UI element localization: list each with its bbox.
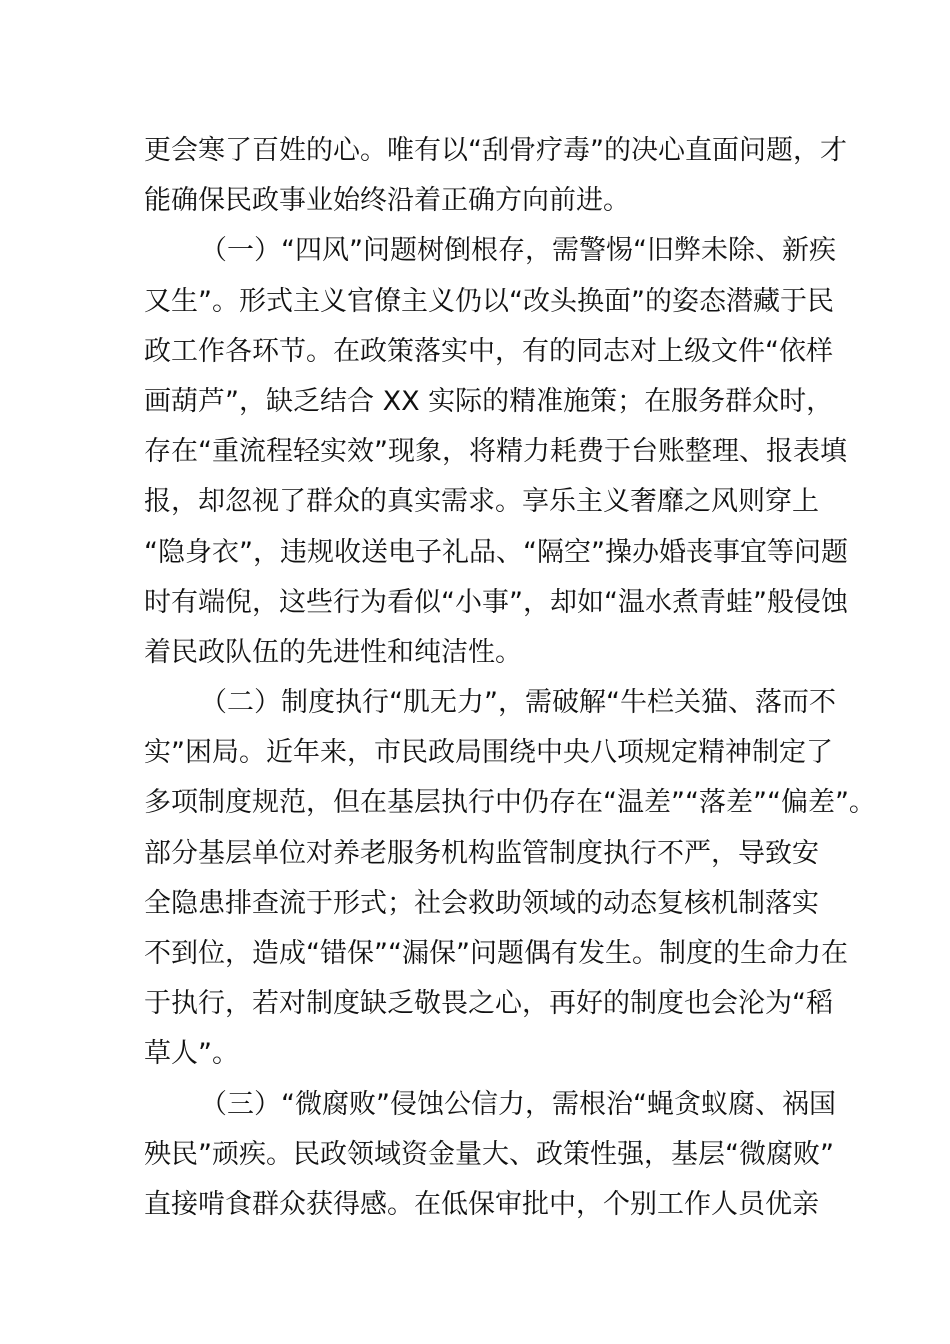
paragraph-line: 不到位，造成“错保”“漏保”问题偶有发生。制度的生命力在 (144, 938, 848, 969)
section-heading-line: （一）“四风”问题树倒根存，需警惕“旧弊未除、新疾 (200, 235, 836, 267)
paragraph-line: “隐身衣”，违规收送电子礼品、“隔空”操办婚丧事宜等问题 (144, 536, 848, 568)
paragraph-line: 政工作各环节。在政策落实中，有的同志对上级文件“依样 (144, 335, 833, 367)
paragraph-line: 报，却忽视了群众的真实需求。享乐主义奢靡之风则穿上 (144, 486, 819, 518)
paragraph-line: 时有端倪，这些行为看似“小事”，却如“温水煮青蛙”般侵蚀 (144, 586, 848, 618)
paragraph-line: 殃民”顽疾。民政领域资金量大、政策性强，基层“微腐败” (144, 1138, 834, 1170)
paragraph-line: 全隐患排查流于形式；社会救助领域的动态复核机制落实 (144, 887, 819, 919)
section-heading-line: （三）“微腐败”侵蚀公信力，需根治“蝇贪蚁腐、祸国 (200, 1088, 836, 1120)
body-text (144, 126, 876, 1230)
paragraph-line: 实”困局。近年来，市民政局围绕中央八项规定精神制定了 (144, 737, 833, 769)
paragraph-line: 部分基层单位对养老服务机构监管制度执行不严，导致安 (144, 837, 819, 869)
paragraph-line: 画葫芦”，缺乏结合 XX 实际的精准施策；在服务群众时， (144, 385, 834, 417)
paragraph-line: 草人”。 (144, 1038, 239, 1070)
section-heading-line: （二）制度执行“肌无力”，需破解“牛栏关猫、落而不 (200, 687, 836, 719)
paragraph-line: 着民政队伍的先进性和纯洁性。 (144, 636, 522, 668)
paragraph-line: 能确保民政事业始终沿着正确方向前进。 (144, 185, 630, 217)
paragraph-line: 多项制度规范，但在基层执行中仍存在“温差”“落差”“偏差”。 (144, 787, 876, 819)
paragraph-line: 更会寒了百姓的心。唯有以“刮骨疗毒”的决心直面问题，才 (144, 135, 847, 166)
paragraph-line: 于执行，若对制度缺乏敬畏之心，再好的制度也会沦为“稻 (144, 988, 833, 1020)
paragraph-line: 又生”。形式主义官僚主义仍以“改头换面”的姿态潜藏于民 (144, 285, 834, 317)
paragraph-line: 存在“重流程轻实效”现象，将精力耗费于台账整理、报表填 (144, 436, 847, 468)
paragraph-line: 直接啃食群众获得感。在低保审批中，个别工作人员优亲 (144, 1188, 819, 1220)
